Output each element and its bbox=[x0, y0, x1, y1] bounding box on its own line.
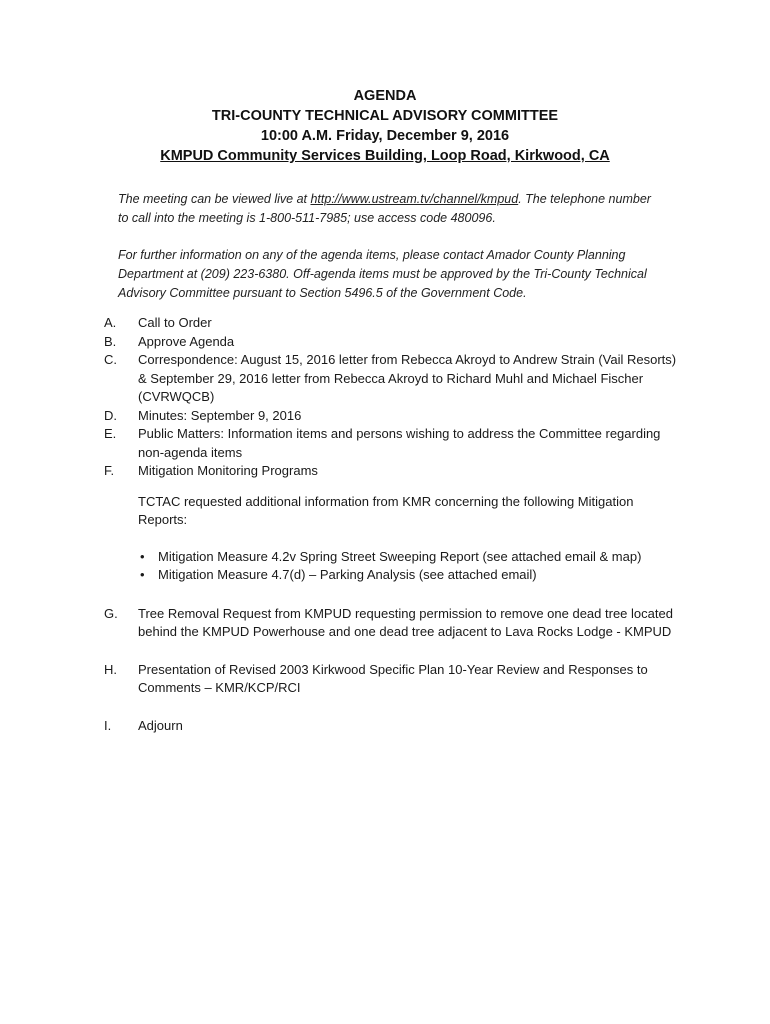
mitigation-bullet-list bbox=[140, 548, 684, 585]
intro-viewing-text: The meeting can be viewed live at bbox=[118, 192, 311, 206]
item-marker: D. bbox=[104, 407, 117, 423]
item-marker: E. bbox=[104, 426, 117, 441]
item-marker: G. bbox=[104, 605, 118, 621]
item-text: Public Matters: Information items and persons wishing to address the Committee regarding non-agenda items bbox=[138, 426, 661, 460]
agenda-header bbox=[0, 86, 770, 166]
meeting-venue: KMPUD Community Services Building, Loop Road, Kirkwood, CA bbox=[160, 148, 610, 164]
bullet-text: Mitigation Measure 4.2v Spring Street Sweeping Report (see attached email & map) bbox=[158, 548, 642, 564]
mitigation-bullet bbox=[140, 566, 684, 585]
agenda-item-h bbox=[104, 661, 684, 698]
agenda-item-g bbox=[104, 605, 684, 642]
ustream-link[interactable]: http://www.ustream.tv/channel/kmpud bbox=[310, 192, 519, 206]
mitigation-note: TCTAC requested additional information from KMR concerning the following Mitigation Reports: bbox=[138, 493, 634, 527]
bullet-dot-icon: • bbox=[140, 567, 145, 582]
item-marker: H. bbox=[104, 661, 117, 677]
item-marker: A. bbox=[104, 315, 117, 330]
agenda-item-i bbox=[104, 717, 684, 736]
agenda-title: AGENDA bbox=[353, 88, 417, 104]
agenda-item-f bbox=[104, 462, 684, 481]
item-marker: F. bbox=[104, 463, 115, 478]
agenda-item-d bbox=[104, 407, 684, 426]
item-text: Tree Removal Request from KMPUD requesting permission to remove one dead tree located behind the KMPUD Powerhouse and one dead tree adjacent to Lava Rocks Lodge - KMPUD bbox=[138, 605, 673, 639]
item-text: Correspondence: August 15, 2016 letter from Rebecca Akroyd to Andrew Strain (Vail Resorts) & September 29, 2016 letter from Rebecca Akroyd to Richard Muhl and Michael Fischer (CVRWQCB) bbox=[138, 352, 677, 404]
item-text: Presentation of Revised 2003 Kirkwood Specific Plan 10-Year Review and Responses to Comments – KMR/KCP/RCI bbox=[138, 661, 648, 695]
item-text: Call to Order bbox=[138, 315, 212, 330]
intro-phone-text: . The telephone number to call into the meeting is 1-800-511-7985; use access code 480096. bbox=[118, 192, 651, 225]
item-text: Minutes: September 9, 2016 bbox=[138, 407, 302, 423]
bullet-text: Mitigation Measure 4.7(d) – Parking Analysis (see attached email) bbox=[158, 567, 537, 582]
intro-info-paragraph: For further information on any of the agenda items, please contact Amador County Planning Department at (209) 223-6380. Off-agenda items must be approved by the Tri-County Technical Advisory Committee pursuant to Section 5496.5 of the Government Code. bbox=[118, 248, 647, 300]
item-text: Mitigation Monitoring Programs bbox=[138, 463, 318, 478]
item-text: Approve Agenda bbox=[138, 333, 235, 349]
mitigation-bullet bbox=[140, 548, 684, 567]
meeting-datetime: 10:00 A.M. Friday, December 9, 2016 bbox=[260, 128, 510, 144]
agenda-item-a bbox=[104, 314, 684, 333]
bullet-dot-icon: • bbox=[140, 548, 145, 564]
agenda-list bbox=[104, 314, 684, 735]
item-text: Adjourn bbox=[138, 717, 183, 733]
intro-viewing-paragraph bbox=[118, 190, 658, 228]
agenda-item-c bbox=[104, 351, 684, 407]
committee-name: TRI-COUNTY TECHNICAL ADVISORY COMMITTEE bbox=[211, 108, 559, 124]
item-marker: B. bbox=[104, 333, 117, 349]
item-marker: C. bbox=[104, 352, 117, 367]
agenda-item-b bbox=[104, 333, 684, 352]
item-marker: I. bbox=[104, 717, 112, 733]
agenda-item-e bbox=[104, 425, 684, 462]
